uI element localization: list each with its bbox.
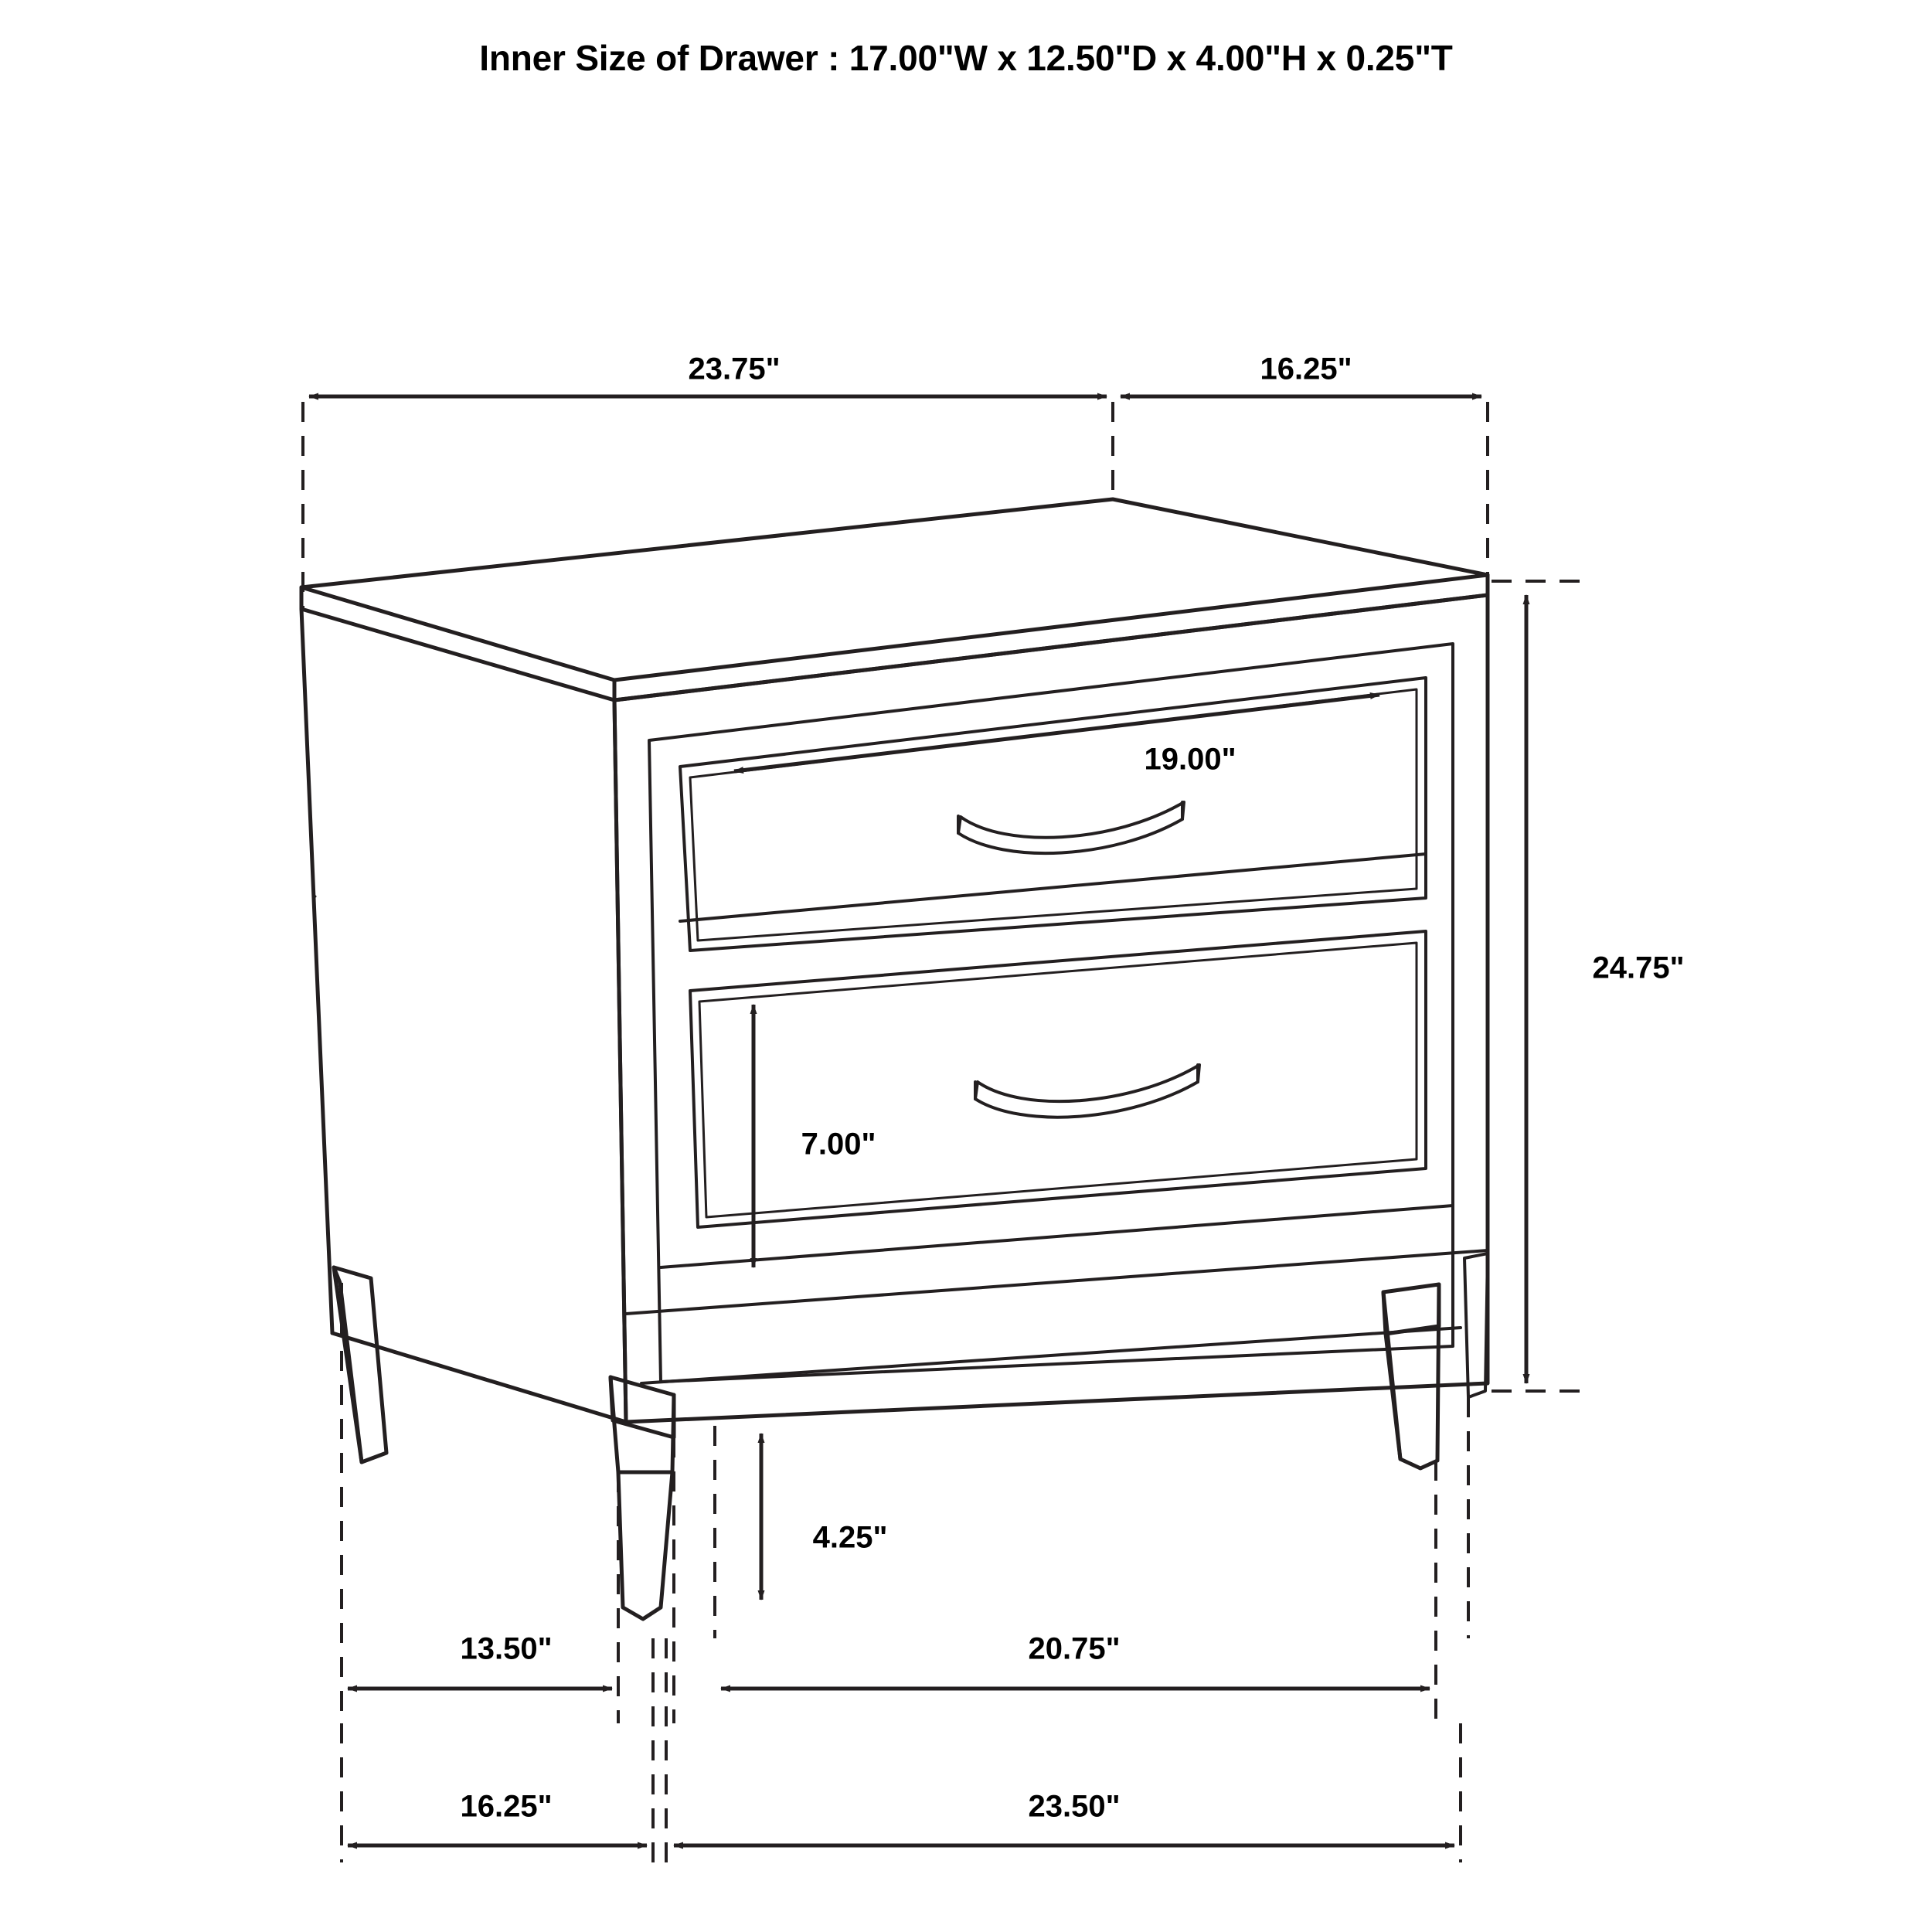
dimension-label-overall-height: 24.75" (1592, 951, 1685, 985)
dimension-label-leg-inset-depth: 13.50" (460, 1631, 553, 1666)
dimension-label-lower-drawer-height: 7.00" (801, 1127, 876, 1162)
dimension-label-top-side-depth: 16.25" (1260, 352, 1352, 386)
page-title: Inner Size of Drawer : 17.00"W x 12.50"D x 4.00"H x 0.25"T (479, 38, 1453, 78)
dimension-label-leg-span-width: 20.75" (1028, 1631, 1121, 1666)
dimension-label-base-depth: 16.25" (460, 1789, 553, 1824)
dimension-label-top-front-width: 23.75" (688, 352, 781, 386)
dimension-label-drawer-inner-width: 19.00" (1144, 742, 1236, 777)
dimension-label-base-width: 23.50" (1028, 1789, 1121, 1824)
cabinet-body (301, 499, 1488, 1619)
dimension-label-leg-height: 4.25" (812, 1520, 888, 1555)
